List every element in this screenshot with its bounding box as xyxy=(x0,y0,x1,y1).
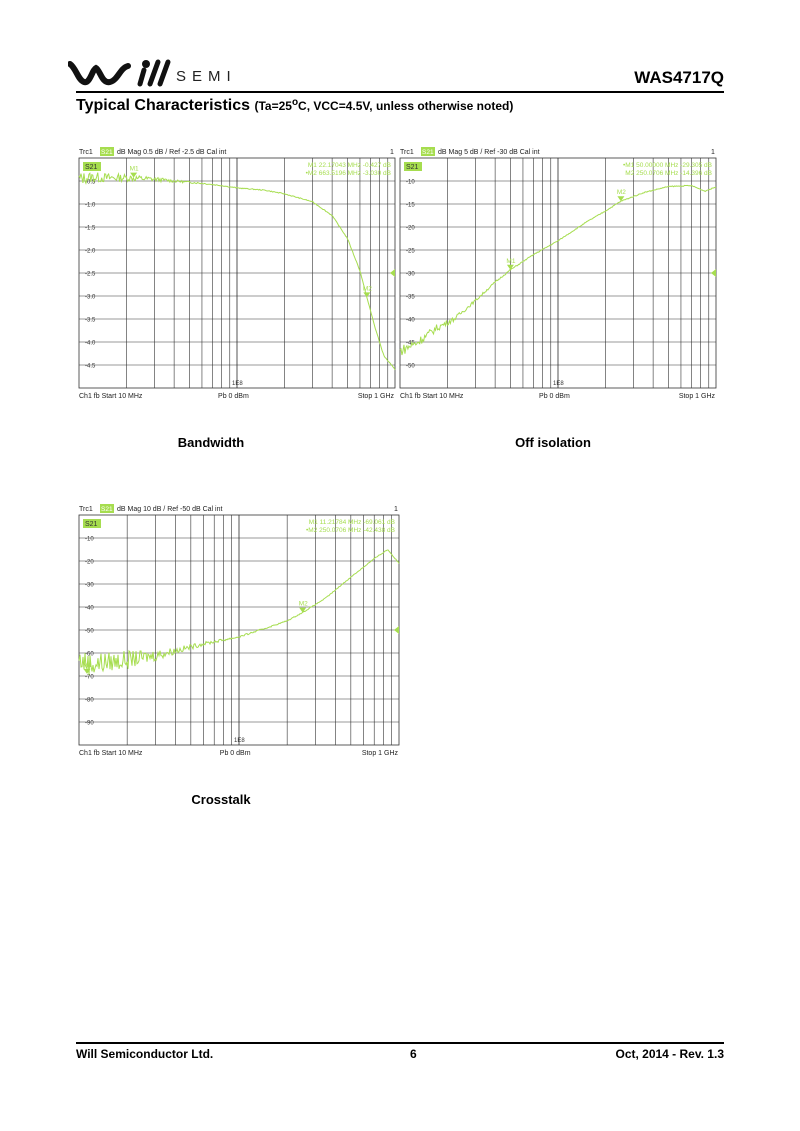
y-tick-label: -3.0 xyxy=(85,294,96,301)
y-tick-label: -40 xyxy=(406,317,415,324)
y-tick-label: -70 xyxy=(85,674,94,681)
bottom-bar-start: Ch1 fb Start 10 MHz xyxy=(79,393,143,400)
caption-bandwidth: Bandwidth xyxy=(177,435,245,450)
marker-readout: M2 250.0706 MHz -14.396 dB xyxy=(625,170,712,177)
footer-rule xyxy=(76,1042,724,1044)
top-bar-param: S21 xyxy=(422,149,434,156)
trace-label: S21 xyxy=(85,164,98,171)
marker-label-m2: M2 xyxy=(362,285,372,293)
header-rule xyxy=(76,91,724,93)
y-tick-label: -2.0 xyxy=(85,248,96,255)
chart-bandwidth-svg xyxy=(78,146,396,402)
caption-off-isolation: Off isolation xyxy=(515,435,591,450)
chart-off-isolation-svg xyxy=(399,146,717,402)
bottom-bar-stop: Stop 1 GHz xyxy=(357,393,394,400)
footer-company: Will Semiconductor Ltd. xyxy=(76,1047,214,1061)
marker-readout: •M1 50.00000 MHz -29.305 dB xyxy=(623,162,712,169)
bottom-bar-start: Ch1 fb Start 10 MHz xyxy=(400,393,464,400)
y-tick-label: -4.5 xyxy=(85,363,96,370)
bottom-bar-power: Pb 0 dBm xyxy=(219,750,251,757)
top-bar-channel: 1 xyxy=(394,506,398,513)
marker-label-m1: M1 xyxy=(506,257,516,265)
conditions-sup: o xyxy=(291,97,299,108)
top-bar-channel: 1 xyxy=(711,149,715,156)
caption-crosstalk: Crosstalk xyxy=(191,792,251,807)
chart-crosstalk xyxy=(78,503,400,759)
chart-off-isolation xyxy=(399,146,717,402)
marker-readout: •M2 250.0706 MHz -42.438 dB xyxy=(306,527,395,534)
y-tick-label: -50 xyxy=(406,363,415,370)
bottom-bar-power: Pb 0 dBm xyxy=(539,393,570,400)
y-tick-label: -15 xyxy=(406,202,415,209)
conditions-pre: (Ta=25 xyxy=(254,99,292,113)
y-tick-label: -40 xyxy=(85,605,94,612)
logo-text: SEMI xyxy=(176,68,237,85)
chart-bandwidth xyxy=(78,146,396,402)
marker-label-m1: M1 xyxy=(82,661,93,669)
y-tick-label: -10 xyxy=(406,179,415,186)
y-tick-label: -45 xyxy=(406,340,415,347)
top-bar-format: dB Mag 10 dB / Ref -50 dB Cal int xyxy=(117,506,223,513)
marker-label-m2: M2 xyxy=(616,189,626,197)
x-center-label: 1E8 xyxy=(553,381,564,387)
bottom-bar-stop: Stop 1 GHz xyxy=(361,750,398,757)
top-bar-trace: Trc1 xyxy=(79,506,93,513)
marker-readout: •M2 663.5196 MHz -3.030 dB xyxy=(305,170,391,177)
x-center-label: 1E8 xyxy=(234,738,245,744)
y-tick-label: -20 xyxy=(85,559,94,566)
y-tick-label: -2.5 xyxy=(85,271,96,278)
y-tick-label: -3.5 xyxy=(85,317,96,324)
y-tick-label: -0.5 xyxy=(85,179,96,186)
y-tick-label: -1.5 xyxy=(85,225,96,232)
top-bar-param: S21 xyxy=(101,149,113,156)
marker-label-m1: M1 xyxy=(129,165,139,173)
top-bar-format: dB Mag 0.5 dB / Ref -2.5 dB Cal int xyxy=(117,149,227,156)
top-bar-trace: Trc1 xyxy=(79,149,93,156)
footer-date-rev: Oct, 2014 - Rev. 1.3 xyxy=(615,1047,724,1061)
bottom-bar-power: Pb 0 dBm xyxy=(218,393,249,400)
marker-readout: M1 11.21784 MHz -69.061 dB xyxy=(308,519,395,526)
y-tick-label: -1.0 xyxy=(85,202,96,209)
y-tick-label: -10 xyxy=(85,536,94,543)
y-tick-label: -30 xyxy=(85,582,94,589)
section-conditions xyxy=(254,99,513,113)
marker-readout: M1 22.17043 MHz -0.427 dB xyxy=(307,162,391,169)
chart-crosstalk-svg xyxy=(78,503,400,759)
y-tick-label: -4.0 xyxy=(85,340,96,347)
section-title-text: Typical Characteristics xyxy=(76,97,251,114)
top-bar-channel: 1 xyxy=(390,149,394,156)
marker-label-m2: M2 xyxy=(298,600,308,608)
y-tick-label: -30 xyxy=(406,271,415,278)
footer-page: 6 xyxy=(410,1047,417,1061)
top-bar-param: S21 xyxy=(101,506,113,513)
trace-label: S21 xyxy=(406,164,419,171)
bottom-bar-start: Ch1 fb Start 10 MHz xyxy=(79,750,143,757)
top-bar-trace: Trc1 xyxy=(400,149,414,156)
y-tick-label: -80 xyxy=(85,697,94,704)
part-number: WAS4717Q xyxy=(634,68,724,87)
trace-label: S21 xyxy=(85,521,98,528)
y-tick-label: -20 xyxy=(406,225,415,232)
y-tick-label: -90 xyxy=(85,720,94,727)
conditions-post: C, VCC=4.5V, unless otherwise noted) xyxy=(298,99,514,113)
y-tick-label: -50 xyxy=(85,628,94,635)
y-tick-label: -35 xyxy=(406,294,415,301)
bottom-bar-stop: Stop 1 GHz xyxy=(678,393,715,400)
section-title xyxy=(76,97,513,115)
x-center-label: 1E8 xyxy=(232,381,243,387)
y-tick-label: -25 xyxy=(406,248,415,255)
top-bar-format: dB Mag 5 dB / Ref -30 dB Cal int xyxy=(438,149,540,156)
y-tick-label: -60 xyxy=(85,651,94,658)
